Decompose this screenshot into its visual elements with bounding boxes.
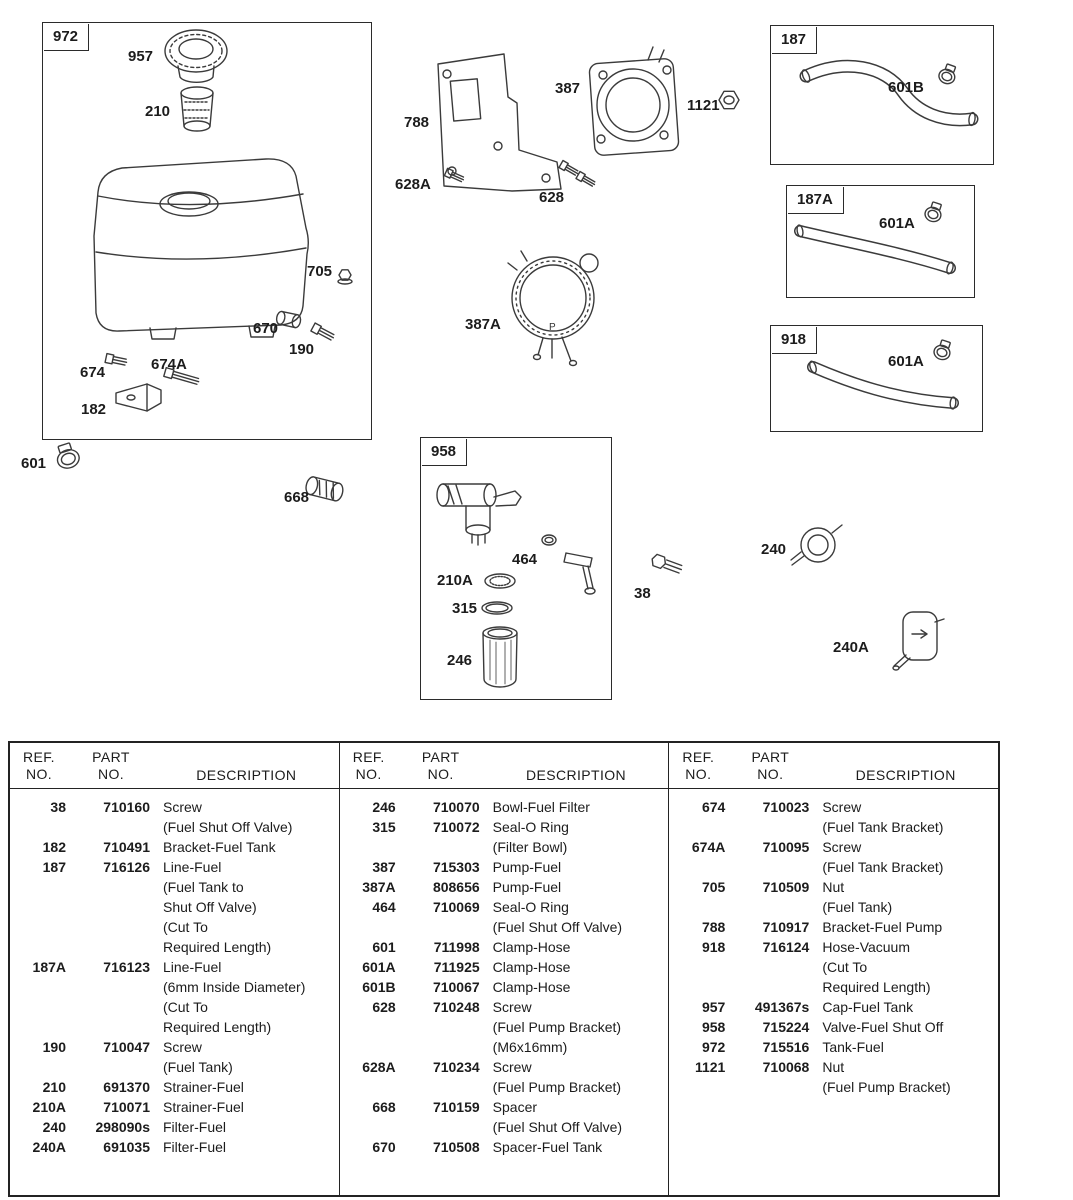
callout-957: 957: [128, 48, 154, 65]
table-row: [340, 977, 669, 997]
ref-no-cell: [340, 1117, 396, 1137]
part-no-cell: [66, 817, 150, 837]
ref-no-cell: [340, 1037, 396, 1057]
description-cell: (Fuel Tank Bracket): [822, 819, 944, 835]
hose-601a-icon: [796, 225, 954, 275]
table-row: [10, 957, 339, 977]
ref-no-cell: [340, 1077, 396, 1097]
fuel-shutoff-valve-icon: [437, 484, 521, 545]
part-no-cell: 711998: [433, 939, 480, 955]
description-cell: Required Length): [163, 939, 272, 955]
part-no-cell: 710234: [432, 1059, 480, 1075]
part-no-cell: 710159: [432, 1099, 480, 1115]
box-label-958: 958: [422, 439, 467, 466]
part-no-cell: [66, 877, 150, 897]
ref-no-cell: [10, 877, 66, 897]
part-no-cell: [725, 817, 809, 837]
ref-no-cell: [10, 817, 66, 837]
table-row: [669, 997, 998, 1017]
part-no-cell: [725, 977, 809, 997]
ref-no-cell: 601B: [362, 979, 396, 995]
ref-no-cell: 628: [372, 999, 396, 1015]
table-body: [10, 789, 339, 1157]
ref-no-cell: 187: [42, 859, 66, 875]
table-row: [669, 1057, 998, 1077]
description-cell: (Fuel Tank): [163, 1059, 233, 1075]
description-cell: Spacer: [492, 1099, 538, 1115]
description-cell: Pump-Fuel: [492, 859, 562, 875]
ref-no-cell: [669, 977, 725, 997]
part-no-cell: 710508: [432, 1139, 480, 1155]
fuel-filter-240-icon: [791, 525, 842, 565]
ref-no-cell: [669, 897, 725, 917]
ref-no-cell: 240A: [32, 1139, 66, 1155]
vacuum-hose-918-icon: [808, 360, 956, 409]
description-cell: (Fuel Tank): [822, 899, 893, 915]
description-cell: (Fuel Pump Bracket): [492, 1079, 622, 1095]
description-header: DESCRIPTION: [855, 767, 956, 783]
description-cell: (6mm Inside Diameter): [163, 979, 306, 995]
part-no-cell: 710070: [432, 799, 480, 815]
ref-no-cell: 674: [701, 799, 726, 815]
description-cell: Clamp-Hose: [492, 959, 571, 975]
description-cell: Hose-Vacuum: [822, 939, 911, 955]
table-row: [340, 1097, 669, 1117]
description-cell: Filter-Fuel: [163, 1119, 227, 1135]
parts-list-table: [8, 741, 1000, 1197]
description-cell: Screw: [822, 839, 862, 855]
callout-601: 601: [21, 455, 47, 472]
description-cell: (Fuel Pump Bracket): [822, 1079, 951, 1095]
ref-no-cell: 957: [701, 999, 726, 1015]
fuel-bowl-246-icon: [483, 627, 517, 687]
ref-no-cell: 464: [372, 899, 396, 915]
ref-no-cell: 315: [372, 819, 396, 835]
screw-674-icon: [105, 354, 127, 367]
ref-no-cell: [669, 1077, 725, 1097]
part-no-cell: 710095: [762, 839, 810, 855]
description-cell: Pump-Fuel: [492, 879, 562, 895]
description-cell: (Filter Bowl): [492, 839, 568, 855]
part-no-cell: 710069: [432, 899, 480, 915]
callout-668: 668: [284, 489, 310, 506]
part-no-cell: [725, 1077, 809, 1097]
part-no-header: PART NO.: [421, 749, 460, 782]
description-cell: Nut: [822, 1059, 845, 1075]
hose-clamp-601a2-icon: [932, 339, 953, 362]
ref-no-cell: [669, 857, 725, 877]
nut-1121-icon: [719, 91, 739, 108]
ref-no-header: REF. NO.: [352, 749, 385, 782]
ref-no-cell: 670: [372, 1139, 396, 1155]
description-cell: Screw: [163, 1039, 202, 1055]
part-no-cell: 716123: [103, 959, 150, 975]
table-row: [669, 857, 998, 877]
callout-1121: 1121: [687, 97, 720, 114]
description-cell: Line-Fuel: [163, 959, 222, 975]
callout-674: 674: [80, 364, 106, 381]
part-no-cell: 715303: [432, 859, 480, 875]
table-row: [10, 857, 339, 877]
ref-no-header: REF. NO.: [682, 749, 715, 782]
callout-182: 182: [81, 401, 107, 418]
table-row: [340, 877, 669, 897]
description-cell: (Fuel Shut Off Valve): [492, 1119, 623, 1135]
ref-no-cell: 601A: [362, 959, 396, 975]
callout-190: 190: [289, 341, 315, 358]
table-row: [10, 817, 339, 837]
description-cell: (Cut To: [163, 999, 208, 1015]
part-no-header: PART NO.: [751, 749, 790, 782]
description-cell: Screw: [492, 999, 532, 1015]
ref-no-cell: 705: [701, 879, 726, 895]
table-header: [669, 743, 998, 789]
ref-no-cell: [340, 917, 396, 937]
ref-no-cell: 628A: [362, 1059, 396, 1075]
ref-no-cell: 918: [701, 939, 726, 955]
description-cell: Strainer-Fuel: [163, 1079, 244, 1095]
part-no-cell: 710160: [103, 799, 150, 815]
description-cell: Valve-Fuel Shut Off: [822, 1019, 944, 1035]
description-cell: Clamp-Hose: [492, 979, 571, 995]
bracket-788-icon: [438, 54, 561, 191]
nut-705-icon: [338, 270, 352, 284]
ref-no-cell: [10, 937, 66, 957]
part-no-cell: [725, 957, 809, 977]
ref-no-cell: 788: [701, 919, 726, 935]
description-cell: Bracket-Fuel Tank: [163, 839, 276, 855]
description-cell: Seal-O Ring: [492, 819, 569, 835]
table-row: [10, 897, 339, 917]
strainer-210a-icon: [485, 574, 515, 588]
part-no-cell: 716124: [762, 939, 810, 955]
table-row: [340, 917, 669, 937]
part-no-cell: [725, 897, 809, 917]
callout-240: 240: [761, 541, 787, 558]
description-header: DESCRIPTION: [525, 767, 627, 783]
table-row: [10, 937, 339, 957]
table-row: [340, 1037, 669, 1057]
parts-table-column-1: [10, 743, 339, 1195]
table-row: [669, 897, 998, 917]
description-cell: Bowl-Fuel Filter: [492, 799, 590, 815]
description-cell: Required Length): [822, 979, 931, 995]
description-cell: Nut: [822, 879, 845, 895]
part-no-cell: [66, 1057, 150, 1077]
parts-table-column-3: [668, 743, 998, 1195]
part-no-cell: [66, 937, 150, 957]
ref-no-cell: [669, 957, 725, 977]
fuel-pump-387-icon: [589, 47, 679, 156]
screw-628-icon: [559, 161, 596, 188]
part-no-cell: 715224: [762, 1019, 810, 1035]
table-row: [340, 837, 669, 857]
parts-table-column-2: [339, 743, 669, 1195]
description-cell: Screw: [822, 799, 862, 815]
part-no-cell: [396, 1117, 480, 1137]
part-no-cell: 711925: [433, 959, 480, 975]
o-ring-315-icon: [482, 602, 512, 614]
table-row: [340, 997, 669, 1017]
table-row: [669, 957, 998, 977]
callout-628a: 628A: [395, 176, 431, 193]
ref-no-cell: 210: [42, 1079, 66, 1095]
description-cell: Clamp-Hose: [492, 939, 571, 955]
table-row: [10, 837, 339, 857]
description-cell: (Fuel Shut Off Valve): [163, 819, 293, 835]
table-row: [669, 937, 998, 957]
part-no-cell: [396, 837, 480, 857]
table-row: [10, 1057, 339, 1077]
table-row: [669, 877, 998, 897]
bracket-182-icon: [116, 384, 161, 411]
ref-no-cell: [10, 897, 66, 917]
description-cell: (Fuel Shut Off Valve): [492, 919, 623, 935]
box-label-972: 972: [44, 24, 89, 51]
callout-464: 464: [512, 551, 538, 568]
part-no-cell: [396, 1017, 480, 1037]
table-row: [340, 1077, 669, 1097]
part-no-cell: [396, 917, 480, 937]
part-no-cell: 710067: [432, 979, 480, 995]
description-cell: Screw: [492, 1059, 532, 1075]
ref-no-cell: [10, 1017, 66, 1037]
callout-387: 387: [555, 80, 581, 97]
part-no-cell: 710509: [762, 879, 810, 895]
table-row: [669, 837, 998, 857]
ref-no-cell: 601: [372, 939, 396, 955]
callout-601b: 601B: [888, 79, 924, 96]
callout-210: 210: [145, 103, 171, 120]
table-row: [10, 797, 339, 817]
hose-clamp-601a-icon: [923, 201, 944, 224]
part-no-cell: [725, 857, 809, 877]
table-row: [669, 1017, 998, 1037]
ref-no-cell: [10, 977, 66, 997]
callout-240a: 240A: [833, 639, 869, 656]
ref-no-cell: 240: [42, 1119, 66, 1135]
screw-38-icon: [650, 553, 683, 575]
part-no-cell: 710491: [103, 839, 150, 855]
description-cell: Required Length): [163, 1019, 272, 1035]
callout-210a: 210A: [437, 572, 473, 589]
callout-670: 670: [253, 320, 279, 337]
table-row: [340, 1117, 669, 1137]
callout-387a: 387A: [465, 316, 501, 333]
description-cell: Seal-O Ring: [492, 899, 569, 915]
ref-no-cell: 187A: [32, 959, 66, 975]
table-row: [10, 1137, 339, 1157]
part-no-cell: 710047: [103, 1039, 150, 1055]
part-no-cell: 710068: [762, 1059, 810, 1075]
fuel-cap-icon: [165, 30, 227, 82]
part-no-cell: 691035: [103, 1139, 150, 1155]
table-row: [10, 1037, 339, 1057]
description-cell: (Cut To: [822, 959, 868, 975]
table-header: [340, 743, 669, 789]
fuel-tank-icon: [94, 159, 308, 339]
table-row: [340, 1137, 669, 1157]
table-row: [340, 857, 669, 877]
ref-no-cell: 182: [42, 839, 66, 855]
table-row: [10, 917, 339, 937]
description-cell: (Fuel Pump Bracket): [492, 1019, 622, 1035]
screw-190-icon: [311, 323, 336, 342]
part-no-cell: [66, 1017, 150, 1037]
part-no-cell: 298090s: [95, 1119, 150, 1135]
description-cell: Screw: [163, 799, 202, 815]
ref-no-cell: 246: [372, 799, 396, 815]
table-row: [340, 797, 669, 817]
ref-no-cell: 387: [372, 859, 396, 875]
part-no-cell: [66, 897, 150, 917]
table-row: [669, 977, 998, 997]
table-row: [10, 877, 339, 897]
ref-no-header: REF. NO.: [23, 749, 55, 782]
description-cell: (Fuel Tank to: [163, 879, 244, 895]
table-row: [669, 917, 998, 937]
table-row: [10, 1097, 339, 1117]
pump-p-marking: P: [549, 322, 556, 333]
callout-628: 628: [539, 189, 565, 206]
table-row: [340, 1057, 669, 1077]
part-no-cell: [396, 1077, 480, 1097]
table-body: [340, 789, 669, 1157]
ref-no-cell: 972: [701, 1039, 726, 1055]
table-row: [669, 1037, 998, 1057]
table-row: [340, 937, 669, 957]
ref-no-cell: 668: [372, 1099, 396, 1115]
table-row: [669, 797, 998, 817]
hose-clamp-601-icon: [53, 441, 81, 471]
callout-705: 705: [307, 263, 333, 280]
ref-no-cell: [340, 837, 396, 857]
part-no-cell: 710248: [432, 999, 480, 1015]
table-row: [340, 957, 669, 977]
description-cell: (Cut To: [163, 919, 208, 935]
description-cell: Tank-Fuel: [822, 1039, 884, 1055]
table-row: [340, 1017, 669, 1037]
hose-601b-icon: [801, 66, 976, 126]
callout-788: 788: [404, 114, 430, 131]
hose-clamp-601b-icon: [937, 62, 959, 85]
part-no-cell: 491367s: [754, 999, 810, 1015]
table-row: [10, 1077, 339, 1097]
fuel-pump-387a-icon: [508, 251, 598, 366]
ref-no-cell: 387A: [362, 879, 396, 895]
table-row: [10, 1117, 339, 1137]
callout-601a-2: 601A: [888, 353, 924, 370]
part-no-cell: 710071: [103, 1099, 150, 1115]
ref-no-cell: 1121: [694, 1059, 726, 1075]
ref-no-cell: [10, 1057, 66, 1077]
description-cell: Cap-Fuel Tank: [822, 999, 914, 1015]
part-no-cell: 710917: [762, 919, 810, 935]
description-header: DESCRIPTION: [196, 767, 297, 783]
ref-no-cell: 190: [42, 1039, 66, 1055]
table-row: [10, 997, 339, 1017]
callout-674a: 674A: [151, 356, 187, 373]
table-row: [340, 817, 669, 837]
callout-38: 38: [634, 585, 651, 602]
part-no-cell: 691370: [103, 1079, 150, 1095]
table-row: [10, 977, 339, 997]
description-cell: Strainer-Fuel: [163, 1099, 244, 1115]
ref-no-cell: [669, 817, 725, 837]
part-no-cell: [66, 977, 150, 997]
ref-no-cell: [10, 997, 66, 1017]
valve-lever-icon: [564, 553, 595, 594]
description-cell: (Fuel Tank Bracket): [822, 859, 944, 875]
part-no-cell: 710072: [432, 819, 480, 835]
callout-246: 246: [447, 652, 473, 669]
o-ring-464-icon: [542, 535, 556, 545]
table-row: [340, 897, 669, 917]
description-cell: Bracket-Fuel Pump: [822, 919, 943, 935]
fuel-filter-240a-icon: [893, 612, 944, 670]
box-label-187: 187: [772, 27, 817, 54]
table-row: [669, 1077, 998, 1097]
part-no-cell: 715516: [762, 1039, 810, 1055]
description-cell: Filter-Fuel: [163, 1139, 227, 1155]
description-cell: Spacer-Fuel Tank: [492, 1139, 603, 1155]
spacer-668-icon: [304, 476, 344, 502]
box-label-918: 918: [772, 327, 817, 354]
ref-no-cell: 38: [50, 799, 66, 815]
description-cell: Line-Fuel: [163, 859, 222, 875]
part-no-cell: [66, 917, 150, 937]
part-no-cell: 716126: [103, 859, 150, 875]
ref-no-cell: 958: [701, 1019, 726, 1035]
box-label-187a: 187A: [788, 187, 844, 214]
description-cell: (M6x16mm): [492, 1039, 568, 1055]
fuel-strainer-icon: [181, 87, 213, 131]
table-row: [10, 1017, 339, 1037]
part-no-cell: [396, 1037, 480, 1057]
table-header: [10, 743, 339, 789]
callout-601a-1: 601A: [879, 215, 915, 232]
ref-no-cell: [10, 917, 66, 937]
part-no-header: PART NO.: [92, 749, 130, 782]
table-body: [669, 789, 998, 1097]
part-no-cell: 710023: [762, 799, 810, 815]
ref-no-cell: 210A: [32, 1099, 66, 1115]
description-cell: Shut Off Valve): [163, 899, 257, 915]
part-no-cell: 808656: [432, 879, 480, 895]
ref-no-cell: [340, 1017, 396, 1037]
ref-no-cell: 674A: [691, 839, 726, 855]
callout-315: 315: [452, 600, 478, 617]
part-no-cell: [66, 997, 150, 1017]
table-row: [669, 817, 998, 837]
